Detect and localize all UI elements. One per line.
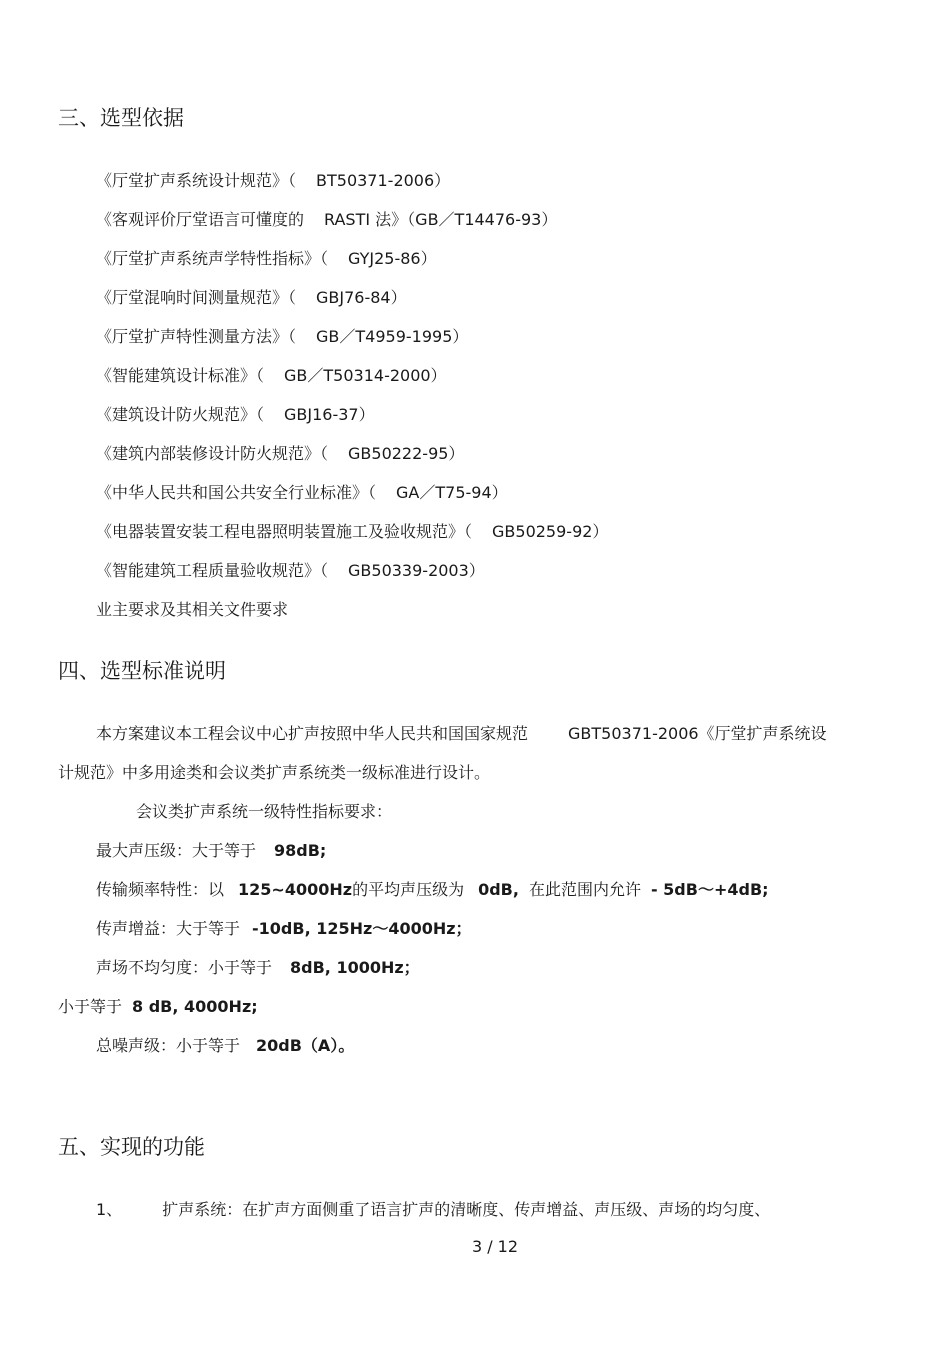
- reference-code: BT50371-2006）: [316, 171, 451, 190]
- section-heading-3: 三、选型依据: [58, 106, 184, 130]
- uniformity-value: 8dB, 1000Hz；: [290, 958, 420, 977]
- uniformity-requirement: [96, 955, 420, 978]
- reference-code: GBJ16-37）: [284, 405, 375, 424]
- reference-code: GA／T75-94）: [396, 483, 508, 502]
- reference-code: GYJ25-86）: [348, 249, 437, 268]
- design-basis-line2: 计规范》中多用途类和会议类扩声系统类一级标准进行设计。: [58, 763, 491, 782]
- frequency-requirement: [96, 877, 769, 900]
- reference-item: [96, 441, 464, 464]
- reference-title: 《厅堂混响时间测量规范》（: [96, 288, 297, 307]
- reference-code: GB／T4959-1995）: [316, 327, 469, 346]
- uniformity-requirement-2: [58, 994, 258, 1017]
- function-item-number: 1、: [96, 1200, 123, 1219]
- reference-item: [96, 558, 485, 581]
- freq-range: 125~4000Hz: [238, 880, 353, 899]
- reference-title: 《中华人民共和国公共安全行业标准》（: [96, 483, 377, 502]
- reference-item: [96, 207, 557, 230]
- section-heading-4: 四、选型标准说明: [58, 659, 226, 683]
- spl-value: 98dB;: [274, 841, 327, 860]
- noise-value: 20dB（A）。: [256, 1036, 355, 1055]
- standard-code: GBT50371-2006《厅堂扩声系统设: [568, 724, 827, 743]
- reference-code: GB50259-92）: [492, 522, 609, 541]
- design-basis-line1: [96, 721, 827, 744]
- reference-item: [96, 363, 447, 386]
- reference-title: 《客观评价厅堂语言可懂度的: [96, 210, 305, 229]
- reference-code: GB50339-2003）: [348, 561, 485, 580]
- reference-item: [96, 285, 407, 308]
- reference-item: [96, 246, 437, 269]
- uniformity-value-2: 8 dB, 4000Hz;: [132, 997, 258, 1016]
- reference-item: [96, 519, 608, 542]
- function-item: [96, 1197, 770, 1220]
- requirements-title: 会议类扩声系统一级特性指标要求：: [136, 802, 393, 821]
- reference-code: GB50222-95）: [348, 444, 465, 463]
- reference-title: 《电器装置安装工程电器照明装置施工及验收规范》（: [96, 522, 473, 541]
- gain-requirement: [96, 916, 472, 939]
- reference-title: 《建筑内部装修设计防火规范》（: [96, 444, 329, 463]
- reference-title: 《建筑设计防火规范》（: [96, 405, 265, 424]
- reference-code: GBJ76-84）: [316, 288, 407, 307]
- noise-label: 总噪声级：小于等于: [96, 1036, 241, 1055]
- reference-title: 《智能建筑工程质量验收规范》（: [96, 561, 329, 580]
- gain-label: 传声增益：大于等于: [96, 919, 241, 938]
- reference-item: [96, 168, 450, 191]
- reference-item: [96, 324, 468, 347]
- freq-mid: 的平均声压级为: [352, 880, 465, 899]
- reference-item: [96, 402, 375, 425]
- freq-zero: 0dB,: [478, 880, 519, 899]
- spl-label: 最大声压级：大于等于: [96, 841, 257, 860]
- owner-requirements: 业主要求及其相关文件要求: [96, 600, 289, 619]
- reference-title: 《厅堂扩声系统声学特性指标》（: [96, 249, 329, 268]
- gain-value: -10dB, 125Hz～4000Hz；: [252, 919, 472, 938]
- reference-code: GB／T50314-2000）: [284, 366, 447, 385]
- freq-label: 传输频率特性：以: [96, 880, 225, 899]
- freq-allow: 在此范围内允许: [528, 880, 641, 899]
- page-number: 3 / 12: [471, 1237, 519, 1256]
- reference-title: 《厅堂扩声系统设计规范》（: [96, 171, 297, 190]
- freq-tolerance: - 5dB～+4dB;: [650, 880, 769, 899]
- reference-item: [96, 480, 508, 503]
- reference-title: 《厅堂扩声特性测量方法》（: [96, 327, 297, 346]
- reference-code: RASTI 法》（GB／T14476-93）: [324, 210, 558, 229]
- uniformity-label-2: 小于等于: [58, 997, 123, 1016]
- noise-requirement: [96, 1033, 354, 1056]
- section-heading-5: 五、实现的功能: [58, 1135, 205, 1159]
- function-item-text: 扩声系统：在扩声方面侧重了语言扩声的清晰度、传声增益、声压级、声场的均匀度、: [162, 1200, 771, 1219]
- spl-requirement: [96, 838, 326, 861]
- reference-title: 《智能建筑设计标准》（: [96, 366, 265, 385]
- uniformity-label: 声场不均匀度：小于等于: [96, 958, 273, 977]
- design-basis-text: 本方案建议本工程会议中心扩声按照中华人民共和国国家规范: [96, 724, 529, 743]
